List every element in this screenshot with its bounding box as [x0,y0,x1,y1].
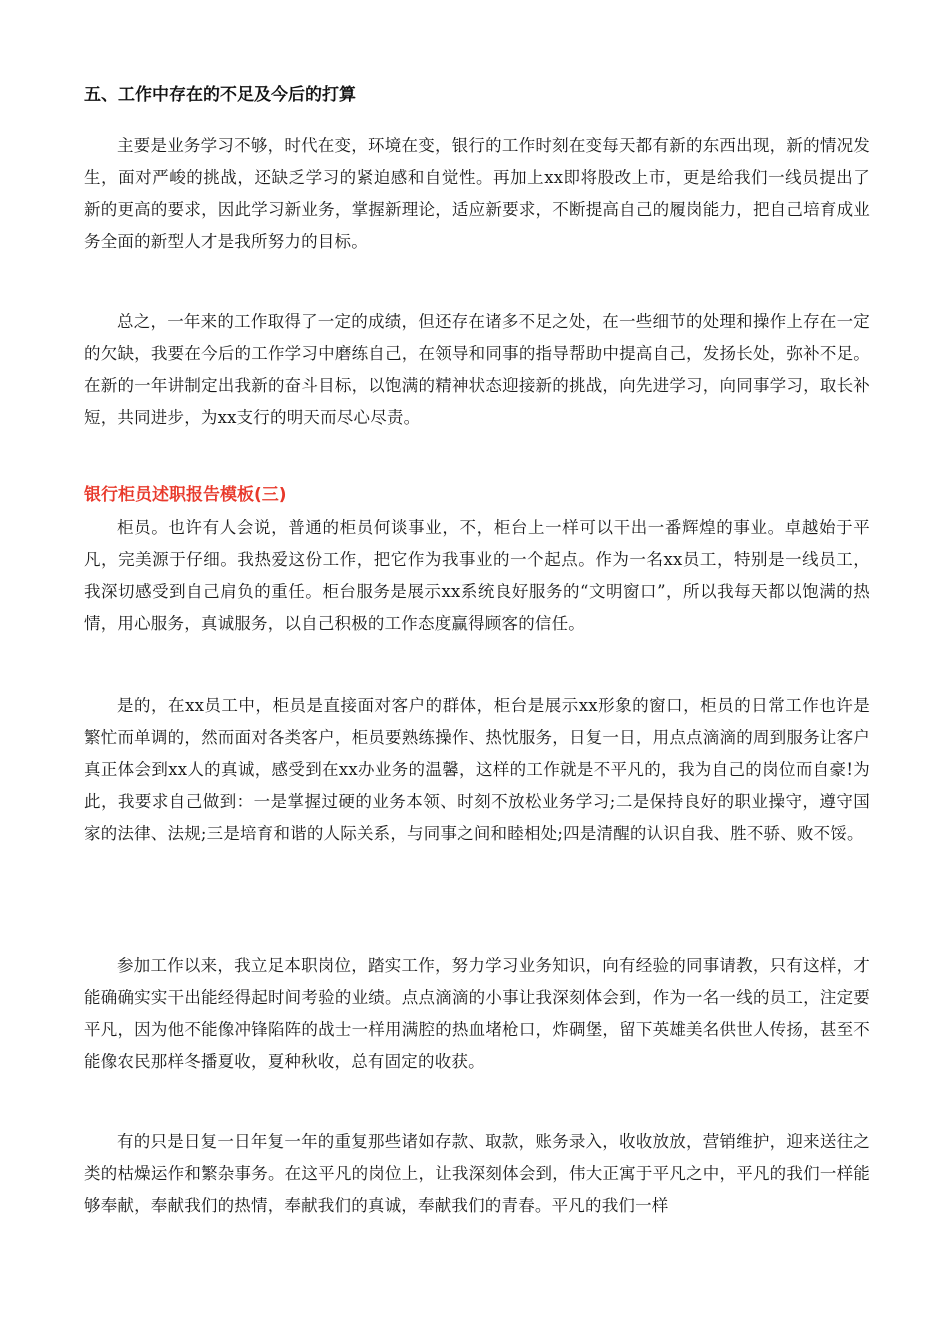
paragraph: 总之，一年来的工作取得了一定的成绩，但还存在诸多不足之处，在一些细节的处理和操作上存在一定的欠缺，我要在今后的工作学习中磨练自己，在领导和同事的指导帮助中提高自己，发扬长处，弥补不足。在新的一年讲制定出我新的奋斗目标，以饱满的精神状态迎接新的挑战，向先进学习，向同事学习，取长补短，共同进步，为xx支行的明天而尽心尽责。 [84,312,870,427]
paragraph: 主要是业务学习不够，时代在变，环境在变，银行的工作时刻在变每天都有新的东西出现，新的情况发生，面对严峻的挑战，还缺乏学习的紧迫感和自觉性。再加上xx即将股改上市，更是给我们一线员提出了新的更高的要求，因此学习新业务，掌握新理论，适应新要求，不断提高自己的履岗能力，把自己培育成业务全面的新型人才是我所努力的目标。 [84,136,870,251]
section-heading: 五、工作中存在的不足及今后的打算 [84,85,356,105]
template-title: 银行柜员述职报告模板(三) [84,485,287,505]
paragraph: 有的只是日复一日年复一年的重复那些诸如存款、取款，账务录入，收收放放，营销维护，迎来送往之类的枯燥运作和繁杂事务。在这平凡的岗位上，让我深刻体会到，伟大正寓于平凡之中，平凡的我们一样能够奉献，奉献我们的热情，奉献我们的真诚，奉献我们的青春。平凡的我们一样 [84,1132,870,1215]
paragraph: 柜员。也许有人会说，普通的柜员何谈事业，不，柜台上一样可以干出一番辉煌的事业。卓越始于平凡，完美源于仔细。我热爱这份工作，把它作为我事业的一个起点。作为一名xx员工，特别是一线员工，我深切感受到自己肩负的重任。柜台服务是展示xx系统良好服务的“文明窗口”，所以我每天都以饱满的热情，用心服务，真诚服务，以自己积极的工作态度赢得顾客的信任。 [84,518,870,633]
paragraph: 是的，在xx员工中，柜员是直接面对客户的群体，柜台是展示xx形象的窗口，柜员的日常工作也许是繁忙而单调的，然而面对各类客户，柜员要熟练操作、热忱服务，日复一日，用点点滴滴的周到服务让客户真正体会到xx人的真诚，感受到在xx办业务的温馨，这样的工作就是不平凡的，我为自己的岗位而自豪!为此，我要求自己做到：一是掌握过硬的业务本领、时刻不放松业务学习;二是保持良好的职业操守，遵守国家的法律、法规;三是培育和谐的人际关系，与同事之间和睦相处;四是清醒的认识自我、胜不骄、败不馁。 [84,696,870,843]
paragraph: 参加工作以来，我立足本职岗位，踏实工作，努力学习业务知识，向有经验的同事请教，只有这样，才能确确实实干出能经得起时间考验的业绩。点点滴滴的小事让我深刻体会到，作为一名一线的员工，注定要平凡，因为他不能像冲锋陷阵的战士一样用满腔的热血堵枪口，炸碉堡，留下英雄美名供世人传扬，甚至不能像农民那样冬播夏收，夏种秋收，总有固定的收获。 [84,956,870,1071]
